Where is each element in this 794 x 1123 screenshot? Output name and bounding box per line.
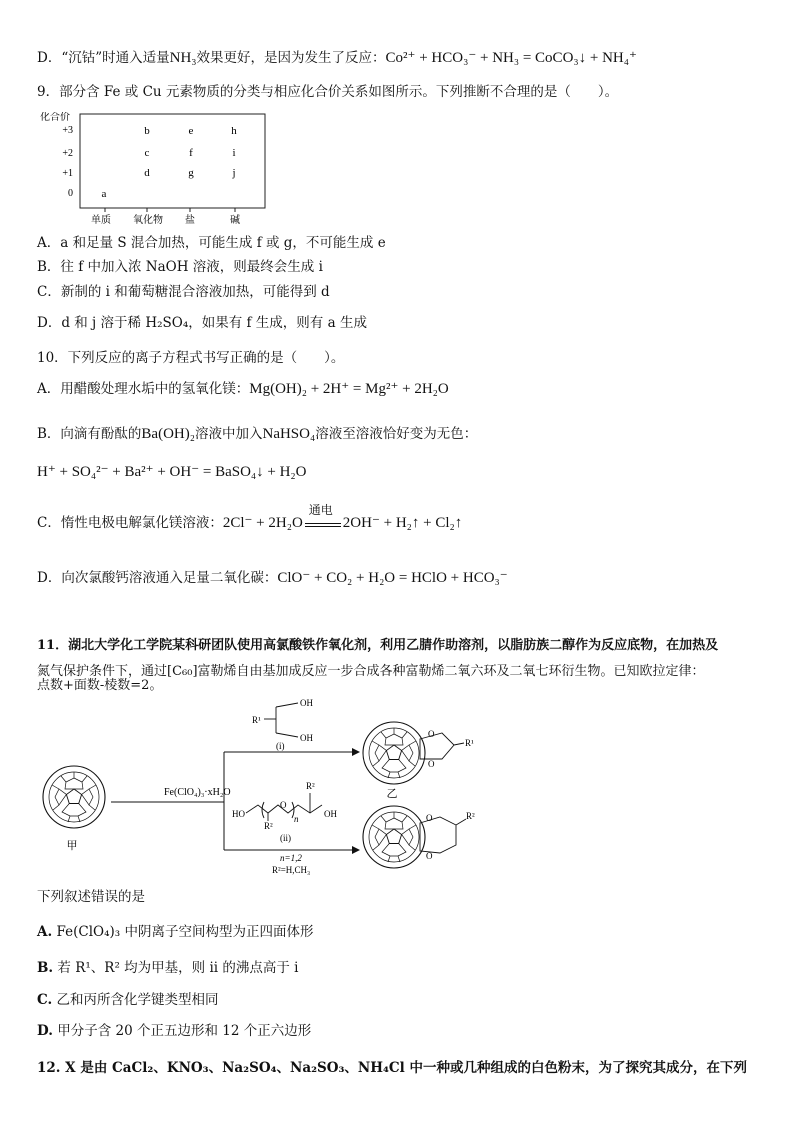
fullerene-jia <box>43 766 105 828</box>
q8-option-d: D．“沉钴”时通入适量NH₃效果更好，是因为发生了反应：Co²⁺ + HCO₃⁻ + NH₃ = CoCO₃↓ + NH₄⁺ <box>37 50 637 66</box>
x-label-base: 碱 <box>230 215 240 226</box>
reaction-scheme <box>36 697 476 877</box>
oh-right: OH <box>324 809 337 819</box>
ho-left: HO <box>232 809 245 819</box>
q10-option-c: C．惰性电极电解氯化镁溶液：2Cl⁻ + 2H₂O 通电 2OH⁻ + H₂↑ + Cl₂↑ <box>37 513 462 534</box>
q12-stem: 12. X 是由 CaCl₂、KNO₃、Na₂SO₄、Na₂SO₃、NH₄Cl 中一种或几种组成的白色粉末，为了探究其成分，在下列 <box>37 1060 748 1076</box>
q9-option-b: B．往 f 中加入浓 NaOH 溶液，则最终会生成 i <box>37 259 323 275</box>
yi-o-top: O <box>428 729 435 739</box>
valence-class-graph <box>36 112 271 227</box>
q11-question: 下列叙述错误的是 <box>37 889 145 905</box>
q11-option-d: D. 甲分子含 20 个正五边形和 12 个正六边形 <box>37 1023 312 1039</box>
y-tick-plus2: +2 <box>62 148 73 159</box>
yi-r1: R¹ <box>465 738 474 748</box>
q10-stem: 10．下列反应的离子方程式书写正确的是（ ）。 <box>37 350 345 366</box>
point-h: h <box>231 125 237 137</box>
reagent-main: Fe(ClO₄)₃·xH₂O <box>164 787 231 798</box>
oh-bottom: OH <box>300 733 313 743</box>
q9-option-d: D．d 和 j 溶于稀 H₂SO₄，如果有 f 生成，则有 a 生成 <box>37 315 367 331</box>
q11-option-b: B. 若 R¹、R² 均为甲基，则 ii 的沸点高于 i <box>37 960 299 976</box>
y-axis-title: 化合价 <box>40 112 70 123</box>
point-i: i <box>232 147 236 159</box>
point-g: g <box>188 167 194 179</box>
q11-option-a: A. Fe(ClO₄)₃ 中阴离子空间构型为正四面体形 <box>37 924 314 940</box>
point-c: c <box>144 147 150 159</box>
r2-left: R² <box>264 821 273 831</box>
label-i: (i) <box>276 741 285 751</box>
x-label-salt: 盐 <box>185 215 195 226</box>
y-tick-plus3: +3 <box>62 125 73 136</box>
q10-option-a: A．用醋酸处理水垢中的氢氧化镁：Mg(OH)₂ + 2H⁺ = Mg²⁺ + 2H₂O <box>37 381 449 397</box>
point-j: j <box>232 167 236 179</box>
fullerene-bing <box>363 806 425 868</box>
point-b: b <box>144 125 150 137</box>
y-tick-plus1: +1 <box>62 168 73 179</box>
x-label-oxide: 氧化物 <box>133 215 163 226</box>
q9-option-a: A．a 和足量 S 混合加热，可能生成 f 或 g，不可能生成 e <box>37 235 386 251</box>
electrolysis-condition: 通电 <box>308 502 333 517</box>
y-tick-zero: 0 <box>68 188 73 199</box>
repeat-n: n <box>294 814 299 824</box>
q10-option-b: B．向滴有酚酞的Ba(OH)₂溶液中加入NaHSO₄溶液至溶液恰好变为无色： <box>37 426 478 442</box>
q11-stem-line1: 11．湖北大学化工学院某科研团队使用高氯酸铁作氧化剂，利用乙腈作助溶剂，以脂肪族二醇作为反应底物，在加热及 <box>37 638 719 653</box>
label-ii: (ii) <box>280 833 291 843</box>
q11-option-c: C. 乙和丙所含化学键类型相同 <box>37 992 219 1008</box>
point-f: f <box>189 147 193 159</box>
label-jia: 甲 <box>66 839 78 852</box>
q11-stem-line2: 氮气保护条件下，通过[C₆₀]富勒烯自由基加成反应一步合成各种富勒烯二氧六环及二氧七环衍生物。已知欧拉定律： <box>37 664 705 679</box>
q9-option-c: C．新制的 i 和葡萄糖混合溶液加热，可能得到 d <box>37 284 330 300</box>
point-a: a <box>101 188 107 200</box>
point-d: d <box>144 167 150 179</box>
r1-substituent: R¹ <box>252 715 261 725</box>
q11-stem-line3: 点数+面数-棱数=2。 <box>37 678 163 693</box>
point-e: e <box>188 125 194 137</box>
r2-top: R² <box>306 781 315 791</box>
label-yi: 乙 <box>386 787 398 800</box>
bing-r2: R² <box>466 811 475 821</box>
oh-top: OH <box>300 698 313 708</box>
q10-option-d: D．向次氯酸钙溶液通入足量二氧化碳：ClO⁻ + CO₂ + H₂O = HClO + HCO₃⁻ <box>37 570 508 586</box>
n-condition: n=1,2 <box>280 853 302 863</box>
r2-condition: R²=H,CH₃ <box>272 865 311 875</box>
q10-option-b-equation: H⁺ + SO₄²⁻ + Ba²⁺ + OH⁻ = BaSO₄↓ + H₂O <box>37 464 307 480</box>
bing-o-top: O <box>426 813 433 823</box>
q9-stem: 9．部分含 Fe 或 Cu 元素物质的分类与相应化合价关系如图所示。下列推断不合理的是（ ）。 <box>37 84 619 100</box>
fullerene-yi <box>363 722 425 784</box>
bing-o-bottom: O <box>426 851 433 861</box>
x-label-element: 单质 <box>91 215 111 226</box>
ether-o: O <box>280 800 287 810</box>
yi-o-bottom: O <box>428 759 435 769</box>
